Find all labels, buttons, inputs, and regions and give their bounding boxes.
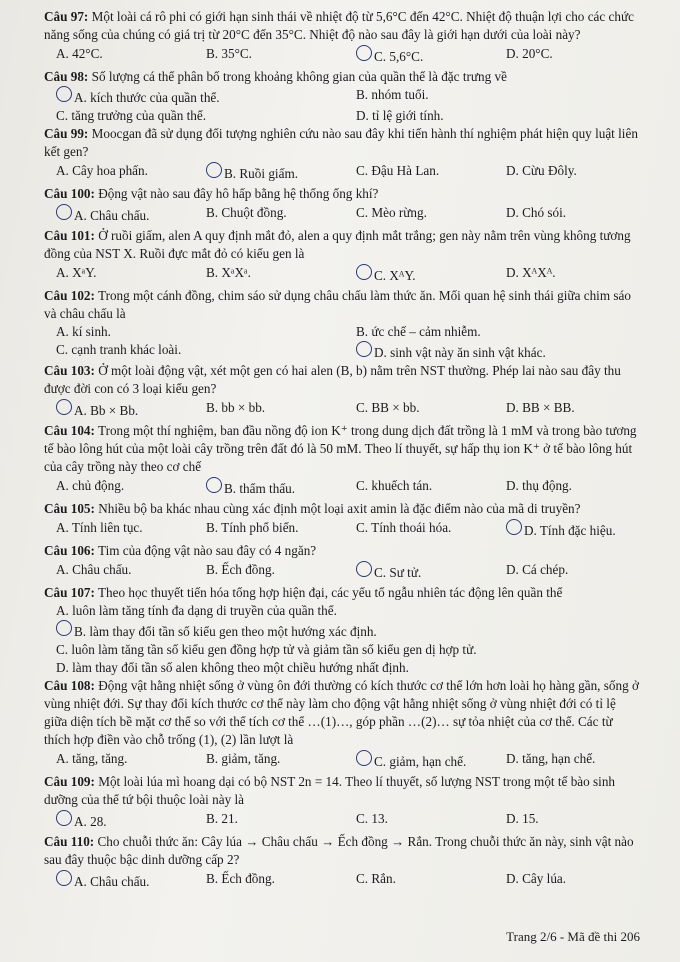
- circled-answer-mark: [206, 162, 222, 178]
- answer-options: [44, 810, 640, 831]
- answer-option-text: B. Chuột đồng.: [206, 205, 287, 220]
- question-number: Câu 107:: [44, 585, 95, 600]
- question-number: Câu 109:: [44, 774, 95, 789]
- question-text: Động vật hằng nhiệt sống ở vùng ôn đới thường có kích thước cơ thể lớn hơn loài họ hàng gần, sống ở vùng nhiệt đới. Sự thay đổi kích thước cơ thể này làm cho động vật hằng nhiệt sống ở vùng nhiệt đới có tỉ lệ giữa diện tích bề mặt cơ thể so với thể tích cơ thể …(1)…, góp phần …(2)… sự tỏa nhiệt của cơ thể. Các từ thích hợp điền vào chỗ trống (1), (2) lần lượt là: [44, 678, 639, 747]
- answer-options: [44, 204, 640, 225]
- question-text: Moocgan đã sử dụng đối tượng nghiên cứu nào sau đây khi tiến hành thí nghiệm phát hiện quy luật liên kết gen?: [44, 126, 638, 159]
- circled-answer-mark: [506, 519, 522, 535]
- page-footer: Trang 2/6 - Mã đề thi 206: [506, 929, 640, 944]
- question-q103: [44, 362, 640, 420]
- question-stem: [44, 542, 640, 560]
- circled-answer-mark: [206, 477, 222, 493]
- answer-option-text: C. Mèo rừng.: [356, 205, 427, 220]
- answer-option: [56, 659, 640, 677]
- answer-option-text: D. BB × BB.: [506, 400, 575, 415]
- circled-answer-mark: [56, 870, 72, 886]
- circled-answer-mark: [56, 399, 72, 415]
- answer-option: [356, 870, 506, 891]
- answer-option: [56, 477, 206, 498]
- question-q110: [44, 833, 640, 891]
- answer-option: [56, 519, 206, 540]
- answer-option-text: C. Rắn.: [356, 871, 396, 886]
- circled-answer-mark: [356, 45, 372, 61]
- answer-option: [206, 204, 356, 225]
- question-text: Một loài lúa mì hoang dại có bộ NST 2n = 14. Theo lí thuyết, số lượng NST trong một tế bào sinh dưỡng của thể tứ bội thuộc loài này là: [44, 774, 616, 807]
- answer-option-text: D. XᴬXᴬ.: [506, 265, 556, 280]
- answer-option-text: B. nhóm tuổi.: [356, 87, 429, 102]
- answer-option-text: A. kích thước của quần thể.: [74, 90, 220, 105]
- answer-option-text: C. Sư tử.: [374, 565, 422, 580]
- answer-option-text: D. Cây lúa.: [506, 871, 567, 886]
- answer-option: [206, 477, 356, 498]
- answer-option-text: C. Tính thoái hóa.: [356, 520, 452, 535]
- circled-answer-mark: [356, 750, 372, 766]
- answer-option-text: C. BB × bb.: [356, 400, 420, 415]
- answer-option: [56, 620, 640, 641]
- answer-option: [356, 477, 506, 498]
- answer-option: [56, 810, 206, 831]
- answer-option: [206, 750, 356, 771]
- answer-option-text: D. Cá chép.: [506, 562, 569, 577]
- question-text: Theo học thuyết tiến hóa tổng hợp hiện đại, các yếu tố ngẫu nhiên tác động lên quần thể: [94, 585, 563, 600]
- answer-options: [44, 264, 640, 285]
- question-stem: [44, 422, 640, 476]
- answer-option: [56, 45, 206, 66]
- answer-option: [356, 810, 506, 831]
- question-text: Trong một cánh đồng, chim sáo sử dụng châu chấu làm thức ăn. Mối quan hệ sinh thái giữa chim sáo và châu chấu là: [44, 288, 631, 321]
- answer-option-text: B. giảm, tăng.: [206, 751, 281, 766]
- question-stem: [44, 227, 640, 263]
- answer-option: [206, 519, 356, 540]
- answer-option-text: B. Ếch đồng.: [206, 871, 275, 886]
- answer-options: [44, 870, 640, 891]
- answer-option: [356, 264, 506, 285]
- answer-option: [506, 750, 606, 771]
- question-text: Trong một thí nghiệm, ban đầu nồng độ ion K⁺ trong dung dịch đất trồng là 1 mM và trong bào tương tế bào lông hút của một loài cây trồng trên đất đó là 50 mM. Theo lí thuyết, sự hấp thụ ion K⁺ ở tế bào lông hút của cây trồng này theo cơ chế: [44, 423, 637, 474]
- circled-answer-mark: [56, 620, 72, 636]
- answer-option: [356, 519, 506, 540]
- answer-option-text: B. XᵃXᵃ.: [206, 265, 251, 280]
- question-text: Nhiều bộ ba khác nhau cùng xác định một loại axit amin là đặc điểm nào của mã di truyền?: [94, 501, 581, 516]
- answer-options: [44, 561, 640, 582]
- answer-option-text: B. làm thay đổi tần số kiểu gen theo một hướng xác định.: [74, 624, 377, 639]
- question-stem: [44, 8, 640, 44]
- answer-option-text: C. XᴬY.: [374, 268, 416, 283]
- circled-answer-mark: [356, 264, 372, 280]
- answer-option-text: A. chủ động.: [56, 478, 125, 493]
- answer-option-text: C. Đậu Hà Lan.: [356, 163, 440, 178]
- answer-option-text: A. kí sinh.: [56, 324, 111, 339]
- answer-option: [206, 264, 356, 285]
- question-text: Một loài cá rô phi có giới hạn sinh thái về nhiệt độ từ 5,6°C đến 42°C. Nhiệt độ thuận lợi cho các chức năng sống của chúng có giá trị từ 20°C đến 35°C. Nhiệt độ nào sau đây là giới hạn dưới của loài này?: [44, 9, 634, 42]
- question-number: Câu 106:: [44, 543, 95, 558]
- answer-option: [356, 86, 616, 107]
- answer-option-text: A. 28.: [74, 814, 107, 829]
- circled-answer-mark: [56, 810, 72, 826]
- answer-option: [206, 162, 356, 183]
- question-q99: [44, 125, 640, 183]
- answer-option-text: A. 42°C.: [56, 46, 103, 61]
- answer-option: [506, 162, 606, 183]
- question-stem: [44, 833, 640, 869]
- answer-option: [506, 204, 606, 225]
- question-q100: [44, 185, 640, 225]
- answer-option-text: A. luôn làm tăng tính đa dạng di truyền của quần thể.: [56, 603, 337, 618]
- answer-option: [356, 45, 506, 66]
- question-text: Số lượng cá thể phân bố trong khoảng không gian của quần thể là đặc trưng về: [88, 69, 507, 84]
- answer-option: [206, 561, 356, 582]
- question-stem: [44, 773, 640, 809]
- answer-option-text: D. 20°C.: [506, 46, 553, 61]
- answer-option: [356, 399, 506, 420]
- answer-options: [44, 323, 640, 362]
- question-number: Câu 108:: [44, 678, 95, 693]
- question-number: Câu 105:: [44, 501, 95, 516]
- answer-options: [44, 602, 640, 677]
- answer-option: [56, 870, 206, 891]
- answer-option: [56, 341, 356, 362]
- question-text: Ở một loài động vật, xét một gen có hai alen (B, b) nằm trên NST thường. Phép lai nào sau đây thu được đời con có 3 loại kiểu gen?: [44, 363, 621, 396]
- circled-answer-mark: [56, 86, 72, 102]
- answer-option: [56, 750, 206, 771]
- answer-option-text: C. luôn làm tăng tần số kiểu gen đồng hợp tử và giảm tần số kiểu gen dị hợp tử.: [56, 642, 477, 657]
- answer-option-text: A. tăng, tăng.: [56, 751, 128, 766]
- answer-option: [506, 264, 606, 285]
- question-stem: [44, 287, 640, 323]
- answer-options: [44, 750, 640, 771]
- answer-option: [506, 477, 606, 498]
- answer-option: [506, 399, 606, 420]
- question-stem: [44, 500, 640, 518]
- question-q105: [44, 500, 640, 540]
- answer-options: [44, 162, 640, 183]
- question-text: Động vật nào sau đây hô hấp bằng hệ thống ống khí?: [94, 186, 379, 201]
- answer-option: [506, 870, 606, 891]
- answer-option: [506, 810, 606, 831]
- answer-option: [356, 341, 616, 362]
- answer-option-text: B. Ruồi giấm.: [224, 166, 298, 181]
- answer-option: [356, 323, 616, 341]
- question-q107: [44, 584, 640, 677]
- answer-option-text: A. Bb × Bb.: [74, 403, 139, 418]
- circled-answer-mark: [356, 561, 372, 577]
- answer-option: [356, 561, 506, 582]
- answer-option-text: D. Tính đặc hiệu.: [524, 523, 616, 538]
- answer-option: [506, 561, 606, 582]
- question-number: Câu 98:: [44, 69, 89, 84]
- answer-option: [356, 204, 506, 225]
- answer-option-text: A. XᵃY.: [56, 265, 97, 280]
- question-number: Câu 110:: [44, 834, 95, 849]
- answer-option-text: B. 35°C.: [206, 46, 252, 61]
- answer-option-text: B. bb × bb.: [206, 400, 266, 415]
- answer-option-text: D. tăng, hạn chế.: [506, 751, 596, 766]
- answer-option: [56, 264, 206, 285]
- answer-option-text: D. sinh vật này ăn sinh vật khác.: [374, 345, 546, 360]
- answer-option-text: A. Tính liên tục.: [56, 520, 143, 535]
- answer-option-text: D. Chó sói.: [506, 205, 567, 220]
- question-q109: [44, 773, 640, 831]
- answer-option-text: C. giảm, hạn chế.: [374, 754, 467, 769]
- answer-option-text: B. ức chế – cảm nhiễm.: [356, 324, 481, 339]
- question-stem: [44, 362, 640, 398]
- question-text: Ở ruồi giấm, alen A quy định mắt đỏ, alen a quy định mắt trắng; gen này nằm trên vùng không tương đồng của NST X. Ruồi đực mắt đỏ có kiểu gen là: [44, 228, 631, 261]
- question-text: Tim của động vật nào sau đây có 4 ngăn?: [94, 543, 317, 558]
- answer-options: [44, 45, 640, 66]
- answer-option-text: B. thẩm thấu.: [224, 481, 296, 496]
- answer-option: [206, 870, 356, 891]
- answer-option: [56, 602, 640, 620]
- answer-option: [56, 107, 356, 125]
- answer-option: [56, 204, 206, 225]
- answer-option: [56, 399, 206, 420]
- question-number: Câu 100:: [44, 186, 95, 201]
- question-stem: [44, 125, 640, 161]
- question-number: Câu 99:: [44, 126, 89, 141]
- answer-option-text: D. làm thay đổi tần số alen không theo một chiều hướng nhất định.: [56, 660, 409, 675]
- answer-option-text: D. Cừu Đôly.: [506, 163, 577, 178]
- answer-option: [206, 45, 356, 66]
- answer-option: [356, 107, 616, 125]
- answer-options: [44, 399, 640, 420]
- question-stem: [44, 185, 640, 203]
- answer-option-text: C. khuếch tán.: [356, 478, 433, 493]
- answer-option-text: D. tỉ lệ giới tính.: [356, 108, 444, 123]
- circled-answer-mark: [56, 204, 72, 220]
- question-q98: [44, 68, 640, 125]
- answer-option-text: C. tăng trưởng của quần thể.: [56, 108, 206, 123]
- answer-options: [44, 477, 640, 498]
- question-q104: [44, 422, 640, 498]
- answer-option: [56, 86, 356, 107]
- answer-option-text: C. 13.: [356, 811, 388, 826]
- question-number: Câu 104:: [44, 423, 95, 438]
- circled-answer-mark: [356, 341, 372, 357]
- question-list: [44, 8, 640, 891]
- answer-option: [56, 561, 206, 582]
- question-stem: [44, 677, 640, 749]
- question-text: Cho chuỗi thức ăn: Cây lúa → Châu chấu → Ếch đồng → Rắn. Trong chuỗi thức ăn này, sinh vật nào sau đây thuộc bậc dinh dưỡng cấp 2?: [44, 834, 634, 867]
- answer-option-text: D. thụ động.: [506, 478, 572, 493]
- question-stem: [44, 68, 640, 86]
- answer-option: [206, 810, 356, 831]
- question-number: Câu 103:: [44, 363, 95, 378]
- answer-option-text: B. Tính phổ biến.: [206, 520, 299, 535]
- answer-option: [206, 399, 356, 420]
- question-number: Câu 101:: [44, 228, 95, 243]
- answer-option: [56, 162, 206, 183]
- answer-option-text: A. Châu chấu.: [56, 562, 132, 577]
- answer-option-text: A. Châu chấu.: [74, 874, 150, 889]
- answer-option: [356, 162, 506, 183]
- question-q106: [44, 542, 640, 582]
- answer-option: [56, 641, 640, 659]
- answer-option-text: B. 21.: [206, 811, 238, 826]
- answer-options: [44, 86, 640, 125]
- question-stem: [44, 584, 640, 602]
- answer-option-text: D. 15.: [506, 811, 539, 826]
- answer-options: [44, 519, 640, 540]
- answer-option: [506, 45, 606, 66]
- answer-option-text: A. Châu chấu.: [74, 208, 150, 223]
- question-number: Câu 102:: [44, 288, 95, 303]
- question-q97: [44, 8, 640, 66]
- answer-option: [506, 519, 616, 540]
- answer-option-text: C. cạnh tranh khác loài.: [56, 342, 182, 357]
- answer-option: [56, 323, 356, 341]
- question-number: Câu 97:: [44, 9, 89, 24]
- answer-option-text: B. Ếch đồng.: [206, 562, 275, 577]
- question-q101: [44, 227, 640, 285]
- answer-option-text: C. 5,6°C.: [374, 49, 424, 64]
- question-q108: [44, 677, 640, 771]
- answer-option: [356, 750, 506, 771]
- answer-option-text: A. Cây hoa phấn.: [56, 163, 148, 178]
- question-q102: [44, 287, 640, 362]
